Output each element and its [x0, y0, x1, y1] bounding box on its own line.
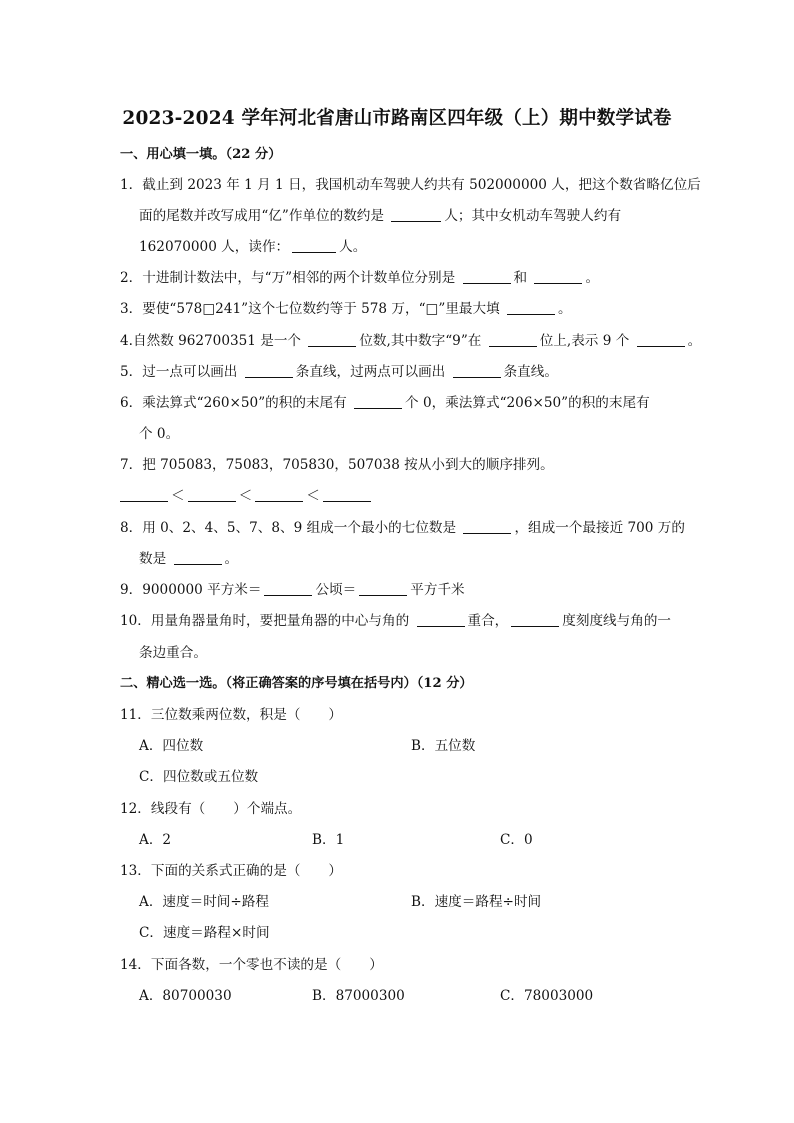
section-1-heading: 一、用心填一填。（22 分）	[120, 147, 282, 162]
question-8-line-2: 数是 。	[139, 551, 239, 567]
question-10-line-2: 条边重合。	[139, 645, 207, 661]
question-2: 2．十进制计数法中，与“万”相邻的两个计数单位分别是 和 。	[120, 270, 600, 286]
answer-blank[interactable]	[323, 487, 371, 502]
question-1-line-1: 1．截止到 2023 年 1 月 1 日，我国机动车驾驶人约共有 502000000 人，把这个数省略亿位后	[120, 177, 701, 193]
question-11-option-c: C．四位数或五位数	[139, 769, 259, 785]
question-13-option-b: B．速度＝路程÷时间	[411, 894, 542, 910]
question-3: 3．要使“578□241”这个七位数约等于 578 万，“□”里最大填 。	[120, 301, 572, 317]
question-10-line-1: 10．用量角器量角时，要把量角器的中心与角的 重合， 度刻度线与角的一	[120, 613, 672, 629]
answer-blank[interactable]	[463, 269, 511, 284]
answer-blank[interactable]	[453, 363, 501, 378]
answer-blank[interactable]	[511, 612, 559, 627]
answer-blank[interactable]	[359, 581, 407, 596]
question-11-option-b: B．五位数	[411, 738, 476, 754]
question-1-line-3: 162070000 人，读作： 人。	[139, 239, 367, 255]
question-7: 7．把 705083，75083，705830，507038 按从小到大的顺序排列。	[120, 457, 554, 473]
question-12-option-a: A．2	[139, 832, 172, 848]
question-14: 14．下面各数，一个零也不读的是（ ）	[120, 957, 383, 973]
answer-blank[interactable]	[507, 300, 555, 315]
question-9: 9．9000000 平方米＝ 公顷＝ 平方千米	[120, 582, 465, 598]
question-8-line-1: 8．用 0、2、4、5、7、8、9 组成一个最小的七位数是 ，组成一个最接近 700 万的	[120, 520, 685, 536]
answer-blank[interactable]	[637, 332, 685, 347]
answer-blank[interactable]	[188, 487, 236, 502]
answer-blank[interactable]	[255, 487, 303, 502]
question-12-option-c: C．0	[500, 832, 533, 848]
answer-blank[interactable]	[245, 363, 293, 378]
question-13-option-a: A．速度＝时间÷路程	[139, 894, 269, 910]
answer-blank[interactable]	[292, 238, 336, 253]
answer-blank[interactable]	[174, 550, 222, 565]
question-11-option-a: A．四位数	[139, 738, 204, 754]
answer-blank[interactable]	[534, 269, 582, 284]
question-4: 4.自然数 962700351 是一个 位数,其中数字“9”在 位上,表示 9 个 。	[120, 333, 702, 349]
section-2-heading: 二、精心选一选。（将正确答案的序号填在括号内）（12 分）	[120, 676, 473, 691]
answer-blank[interactable]	[264, 581, 312, 596]
answer-blank[interactable]	[120, 487, 168, 502]
question-13: 13．下面的关系式正确的是（ ）	[120, 863, 343, 879]
question-14-option-b: B．87000300	[312, 988, 405, 1004]
answer-blank[interactable]	[489, 332, 537, 347]
question-11: 11．三位数乘两位数，积是（ ）	[120, 707, 343, 723]
question-13-option-c: C．速度＝路程×时间	[139, 925, 270, 941]
answer-blank[interactable]	[354, 394, 402, 409]
question-14-option-a: A．80700030	[139, 988, 232, 1004]
question-6-line-2: 个 0。	[139, 426, 180, 442]
answer-blank[interactable]	[391, 207, 441, 222]
question-5: 5．过一点可以画出 条直线，过两点可以画出 条直线。	[120, 364, 558, 380]
exam-title: 2023-2024 学年河北省唐山市路南区四年级（上）期中数学试卷	[122, 108, 672, 129]
question-6-line-1: 6．乘法算式“260×50”的积的末尾有 个 0，乘法算式“206×50”的积的末尾有	[120, 395, 650, 411]
question-12-option-b: B．1	[312, 832, 345, 848]
answer-blank[interactable]	[308, 332, 356, 347]
question-14-option-c: C．78003000	[500, 988, 594, 1004]
question-1-line-2: 面的尾数并改写成用“亿”作单位的数约是 人；其中女机动车驾驶人约有	[139, 208, 622, 224]
question-12: 12．线段有（ ）个端点。	[120, 801, 302, 817]
question-7-ordering-blanks: ＜ ＜ ＜	[120, 486, 374, 506]
answer-blank[interactable]	[417, 612, 465, 627]
answer-blank[interactable]	[463, 519, 511, 534]
